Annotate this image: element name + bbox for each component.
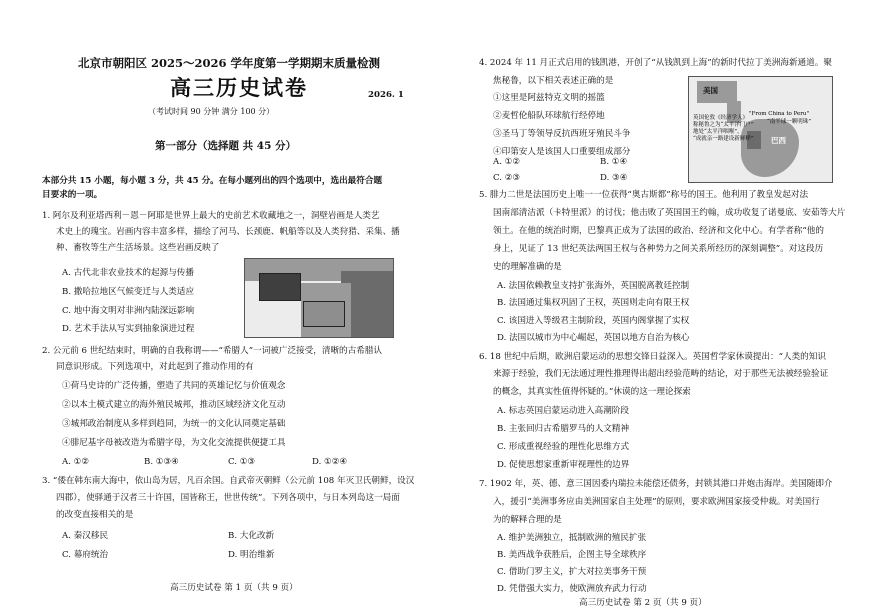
question-2-stem: 同意识形成。下列选项中，对此起到了推动作用的有 bbox=[56, 362, 254, 372]
school-header: 北京市朝阳区 2025～2026 学年度第一学期期末质量检测 bbox=[78, 56, 381, 70]
question-2-option: D. ①②④ bbox=[312, 457, 348, 467]
page-footer: 高三历史试卷 第 2 页（共 9 页） bbox=[579, 598, 707, 608]
question-1-option: D. 艺术手法从写实到抽象演进过程 bbox=[62, 324, 195, 334]
rock-art-map-figure bbox=[244, 258, 394, 338]
question-2-option: A. ①② bbox=[62, 457, 90, 467]
exam-date: 2026. 1 bbox=[368, 90, 404, 100]
question-6-option: C. 形成重视经验的理性化思维方式 bbox=[497, 442, 630, 452]
question-6-option: A. 标志英国启蒙运动进入高潮阶段 bbox=[497, 406, 629, 416]
question-7-stem: 7. 1902 年，英、德、意三国因委内瑞拉未能偿还债务，封锁其港口并炮击海岸。美国随即介 bbox=[479, 479, 833, 489]
question-1-option: C. 地中海文明对非洲内陆深远影响 bbox=[62, 306, 195, 316]
map-caption: 地处“太平洋咽喉”， bbox=[693, 129, 743, 135]
question-3-stem: 四郡），使驿通于汉者三十许国，国皆称王，世世传统”。下列各项中，与日本列岛这一局面 bbox=[56, 493, 400, 503]
question-1-stem: 1. 阿尔及利亚塔西利－恩－阿耶是世界上最大的史前艺术收藏地之一，洞壁岩画是人类艺 bbox=[42, 211, 380, 221]
question-2-stem: 2. 公元前 6 世纪结束时，明确的自我称谓——“希腊人”一词被广泛接受，清晰的古希腊认 bbox=[42, 346, 383, 356]
question-1-option: A. 古代北非农业技术的起源与传播 bbox=[62, 268, 194, 278]
question-7-stem: 入，援引“美洲事务应由美洲国家自主处理”的原则，要求欧洲国家接受仲裁。对美国行 bbox=[493, 497, 820, 507]
map-caption: “成就亲一路建设新鲜样” bbox=[693, 136, 754, 142]
question-3-option: B. 大化改新 bbox=[228, 531, 275, 541]
question-5-stem: 国南部清洁派（卡特里派）的讨伐；他击败了英国国王约翰，成功收复了诺曼底、安茹等大片 bbox=[493, 208, 846, 218]
question-3-stem: 3. “倭在韩东南大海中，依山岛为居，凡百余国。自武帝灭朝鲜（公元前 108 年灭卫氏朝鲜，设汉 bbox=[42, 476, 415, 486]
map-caption: 英国伦敦《经济学人》 bbox=[693, 115, 749, 121]
question-6-stem: 来源于经验，我们无法通过理性推理得出超出经验范畴的结论，对于那些无法被经验验证 bbox=[493, 369, 829, 379]
question-2-item: ③城邦政治制度从多样到趋同，为统一的文化认同奠定基础 bbox=[62, 419, 286, 429]
question-7-stem: 为的解释合理的是 bbox=[493, 515, 562, 525]
question-7-option: A. 维护美洲独立，抵制欧洲的殖民扩张 bbox=[497, 533, 647, 543]
question-4-stem: 4. 2024 年 11 月正式启用的钱凯港，开创了“从钱凯到上海”的新时代拉丁美洲海新通道。聚 bbox=[479, 58, 832, 68]
map-caption: “南半球一颗明珠” bbox=[767, 119, 812, 125]
question-2-item: ④腓尼基字母被改造为希腊字母，为文化交流提供便捷工具 bbox=[62, 438, 286, 448]
question-4-stem: 焦秘鲁，以下相关表述正确的是 bbox=[493, 76, 614, 86]
map-caption: "From China to Peru" bbox=[749, 111, 810, 117]
question-7-option: B. 美西战争获胜后，企图主导全球秩序 bbox=[497, 550, 647, 560]
question-2-item: ②以本土模式建立的海外殖民城邦，推动区域经济文化互动 bbox=[62, 400, 286, 410]
question-7-option: C. 借助门罗主义，扩大对拉美事务干预 bbox=[497, 567, 647, 577]
rock-art-photo bbox=[259, 273, 301, 301]
question-7-option: D. 凭借强大实力，使欧洲放弃武力行动 bbox=[497, 584, 647, 594]
americas-map-figure bbox=[688, 76, 833, 183]
rock-art-photo bbox=[303, 301, 345, 327]
question-1-option: B. 撒哈拉地区气候变迁与人类适应 bbox=[62, 287, 195, 297]
question-5-option: D. 法国以城市为中心崛起，英国以地方自治为核心 bbox=[497, 333, 690, 343]
question-4-item: ②麦哲伦船队环球航行经停地 bbox=[493, 111, 605, 121]
instructions-line: 本部分共 15 小题，每小题 3 分，共 45 分。在每小题列出的四个选项中，选出最符合题 bbox=[42, 176, 383, 186]
question-4-option: A. ①② bbox=[493, 157, 521, 167]
question-4-item: ④印第安人是该国人口重要组成部分 bbox=[493, 147, 631, 157]
question-3-stem: 的改变直接相关的是 bbox=[56, 510, 134, 520]
usa-label: 美国 bbox=[703, 86, 718, 95]
question-6-option: D. 促使思想家重新审视理性的边界 bbox=[497, 460, 630, 470]
question-5-option: A. 法国依赖教皇支持扩张海外，英国脱离教廷控制 bbox=[497, 281, 690, 291]
question-2-option: C. ①③ bbox=[228, 457, 256, 467]
question-4-item: ③圣马丁等领导反抗西班牙殖民斗争 bbox=[493, 129, 631, 139]
question-5-stem: 5. 腓力二世是法国历史上唯一一位获得“奥古斯都”称号的国王。他利用了教皇发起对法 bbox=[479, 190, 809, 200]
map-caption: 称秘鲁之为“太平洋门户” bbox=[693, 122, 754, 128]
instructions-line: 目要求的一项。 bbox=[42, 190, 103, 200]
question-6-stem: 6. 18 世纪中后期，欧洲启蒙运动的思想交锋日益深入。英国哲学家休谟提出：“人类的知识 bbox=[479, 352, 826, 362]
question-5-stem: 领土。在他的统治时期，巴黎真正成为了法国的政治、经济和文化中心。有学者称“他的 bbox=[493, 226, 824, 236]
question-1-stem: 术史上的瑰宝。岩画内容丰富多样，描绘了河马、长颈鹿、帆船等以及人类狩猎、采集、播 bbox=[56, 227, 400, 237]
question-3-option: A. 秦汉移民 bbox=[62, 531, 109, 541]
question-5-option: C. 该国进入等级君主制阶段，英国内阁掌握了实权 bbox=[497, 316, 690, 326]
exam-meta: （考试时间 90 分钟 满分 100 分） bbox=[148, 107, 275, 116]
question-6-stem: 的概念，其真实性值得怀疑的。”休谟的这一理论探索 bbox=[493, 387, 691, 397]
question-2-item: ①荷马史诗的广泛传播，塑造了共同的英雄记忆与价值观念 bbox=[62, 381, 286, 391]
question-3-option: D. 明治维新 bbox=[228, 550, 275, 560]
question-4-option: D. ③④ bbox=[600, 173, 628, 183]
question-5-option: B. 法国通过集权巩固了王权，英国则走向有限王权 bbox=[497, 298, 690, 308]
question-4-option: B. ①④ bbox=[600, 157, 628, 167]
question-4-item: ①这里是阿兹特克文明的摇篮 bbox=[493, 93, 605, 103]
question-4-option: C. ②③ bbox=[493, 173, 521, 183]
question-5-stem: 史的理解准确的是 bbox=[493, 262, 562, 272]
part-title: 第一部分（选择题 共 45 分） bbox=[155, 140, 297, 152]
brazil-label: 巴西 bbox=[771, 136, 786, 145]
question-3-option: C. 幕府统治 bbox=[62, 550, 109, 560]
page-title: 高三历史试卷 bbox=[170, 75, 308, 100]
question-1-stem: 种、畜牧等生产生活场景。这些岩画反映了 bbox=[56, 243, 220, 253]
page-footer: 高三历史试卷 第 1 页（共 9 页） bbox=[170, 583, 298, 593]
question-5-stem: 身上，见证了 13 世纪英法两国王权与各种势力之间关系所经历的深刻调整”。对这段历 bbox=[493, 244, 824, 254]
question-2-option: B. ①③④ bbox=[144, 457, 179, 467]
exam-page-2 bbox=[435, 0, 870, 615]
question-6-option: B. 主张回归古希腊罗马的人文精神 bbox=[497, 424, 630, 434]
